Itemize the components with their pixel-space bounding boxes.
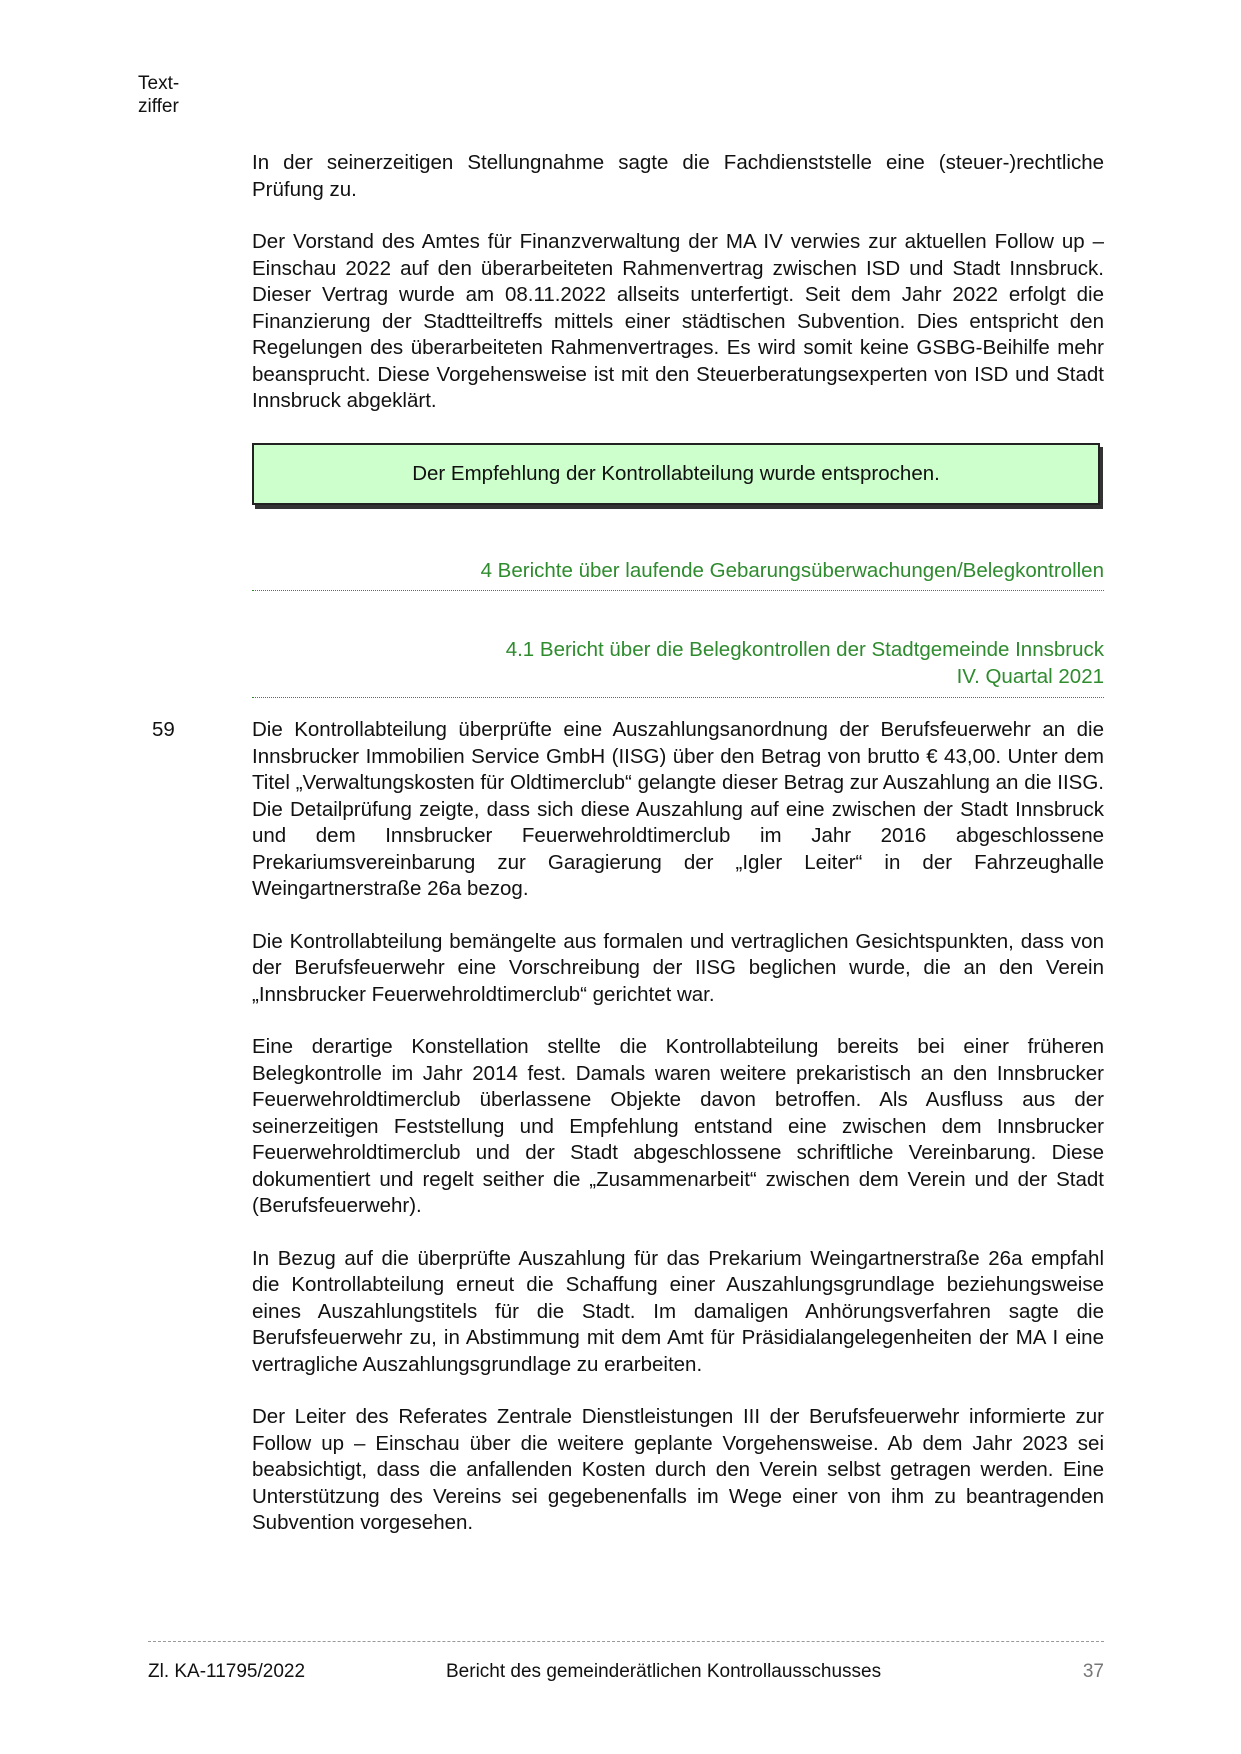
paragraph-block-59: [252, 717, 1104, 1537]
subsection-heading: [506, 637, 1104, 690]
subsection-heading-rule: [252, 697, 1104, 698]
section-heading: 4 Berichte über laufende Gebarungsüberwachungen/Belegkontrollen: [480, 559, 1104, 582]
paragraph: Die Kontrollabteilung überprüfte eine Auszahlungsanordnung der Berufsfeuerwehr an die Innsbrucker Immobilien Service GmbH (IISG) über den Betrag von brutto € 43,00. Unter dem Titel „Verwaltungskosten für Oldtimerclub“ gelangte dieser Betrag zur Auszahlung an die IISG. Die Detailprüfung zeigte, dass sich diese Auszahlung auf eine zwischen der Stadt Innsbruck und dem Innsbrucker Feuerwehroldtimerclub im Jahr 2016 abgeschlossene Prekariumsvereinbarung zur Garagierung der „Igler Leiter“ in der Fahrzeughalle Weingartnerstraße 26a bezog.: [252, 718, 1104, 900]
paragraph-block-top: [252, 150, 1104, 415]
paragraph: Die Kontrollabteilung bemängelte aus formalen und vertraglichen Gesichtspunkten, dass von der Berufsfeuerwehr eine Vorschreibung der IISG beglichen wurde, die an den Verein „Innsbrucker Feuerwehroldtimerclub“ gerichtet war.: [252, 929, 1104, 1006]
subsection-heading-line-1: 4.1 Bericht über die Belegkontrollen der Stadtgemeinde Innsbruck: [505, 638, 1104, 661]
subsection-heading-line-2: IV. Quartal 2021: [956, 664, 1104, 688]
margin-label: [138, 72, 179, 118]
footer-rule: [148, 1641, 1104, 1642]
paragraph: Der Leiter des Referates Zentrale Dienstleistungen III der Berufsfeuerwehr informierte zur Follow up – Einschau über die weitere geplante Vorgehensweise. Ab dem Jahr 2023 sei beabsichtigt, dass die anfallenden Kosten durch den Verein selbst getragen werden. Eine Unterstützung des Vereins sei gegebenenfalls im Wege einer von ihm zu beantragenden Subvention vorgesehen.: [252, 1405, 1104, 1534]
footer-title: Bericht des gemeinderätlichen Kontrollausschusses: [446, 1661, 882, 1682]
footer-reference: Zl. KA-11795/2022: [148, 1661, 306, 1682]
paragraph: Der Vorstand des Amtes für Finanzverwaltung der MA IV verwies zur aktuellen Follow up – Einschau 2022 auf den überarbeiteten Rahmenvertrag zwischen ISD und Stadt Innsbruck. Dieser Vertrag wurde am 08.11.2022 allseits unterfertigt. Seit dem Jahr 2022 erfolgt die Finanzierung der Stadtteiltreffs mittels einer städtischen Subvention. Dies entspricht den Regelungen des überarbeiteten Rahmenvertrages. Es wird somit keine GSBG-Beihilfe mehr beansprucht. Diese Vorgehensweise ist mit den Steuerberatungsexperten von ISD und Stadt Innsbruck abgeklärt.: [252, 230, 1104, 412]
margin-label-line-1: Text-: [138, 73, 180, 94]
paragraph: In Bezug auf die überprüfte Auszahlung für das Prekarium Weingartnerstraße 26a empfahl die Kontrollabteilung erneut die Schaffung einer Auszahlungsgrundlage beziehungsweise eines Auszahlungstitels für die Stadt. Im damaligen Anhörungsverfahren sagte die Berufsfeuerwehr zu, in Abstimmung mit dem Amt für Präsidialangelegenheiten der MA I eine vertragliche Auszahlungsgrundlage zu erarbeiten.: [252, 1246, 1104, 1376]
recommendation-text: Der Empfehlung der Kontrollabteilung wurde entsprochen.: [412, 462, 940, 485]
paragraph: In der seinerzeitigen Stellungnahme sagte die Fachdienststelle eine (steuer-)rechtliche Prüfung zu.: [252, 151, 1104, 201]
page-number: 37: [1082, 1661, 1104, 1682]
margin-label-line-2: ziffer: [138, 96, 179, 117]
section-heading-rule: [252, 590, 1104, 591]
recommendation-box: [252, 443, 1100, 505]
paragraph: Eine derartige Konstellation stellte die Kontrollabteilung bereits bei einer früheren Belegkontrolle im Jahr 2014 fest. Damals waren weitere prekaristisch an den Innsbrucker Feuerwehroldtimerclub überlassene Objekte davon betroffen. Als Ausfluss aus der seinerzeitigen Feststellung und Empfehlung entstand eine zwischen dem Innsbrucker Feuerwehroldtimerclub und der Stadt abgeschlossene schriftliche Vereinbarung. Diese dokumentiert und regelt seither die „Zusammenarbeit“ zwischen dem Verein und der Stadt (Berufsfeuerwehr).: [252, 1035, 1104, 1217]
paragraph-number: 59: [152, 718, 175, 741]
